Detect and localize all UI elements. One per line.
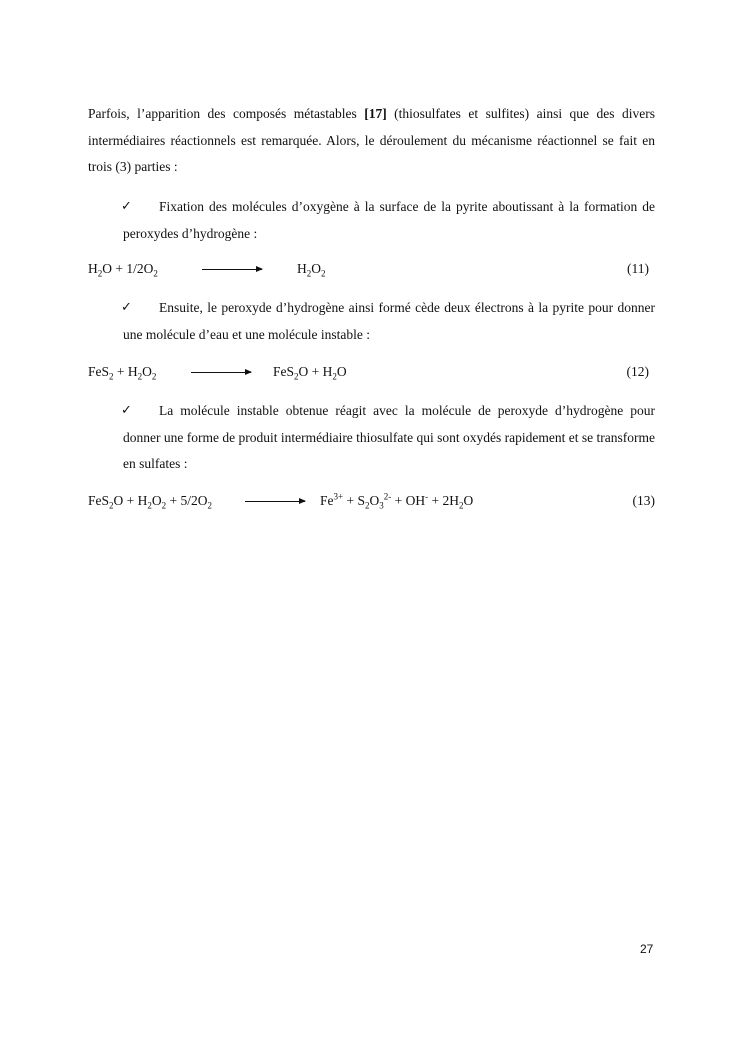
reaction-arrow-icon [202, 269, 262, 270]
citation-ref: [17] [364, 106, 387, 121]
bullet-item-3: ✓ La molécule instable obtenue réagit avec la molécule de peroxyde d’hydrogène pour donner une forme de produit intermédiaire thiosulfate qui sont oxydés rapidement et se transforme en sulfates : [123, 398, 655, 478]
check-icon: ✓ [121, 300, 132, 315]
reaction-arrow-icon [245, 501, 305, 502]
equation-reactants: $FeS_2O + H_2O_2 + 5/2O_2$ [88, 493, 213, 511]
bullet-item-2: ✓ Ensuite, le peroxyde d’hydrogène ainsi formé cède deux électrons à la pyrite pour donner une molécule d’eau et une molécule instable : [123, 295, 655, 348]
equation-products: $FeS_2O + H_2O$ [273, 364, 347, 382]
equation-13 [88, 491, 655, 511]
equation-number: (13) [632, 493, 655, 508]
equation-products: $Fe^{3+} + S_2O_3^{2-} + OH^- + 2H_2O$ [320, 491, 474, 511]
check-icon: ✓ [121, 403, 132, 418]
check-icon: ✓ [121, 199, 132, 214]
equation-12 [88, 362, 655, 382]
equation-products: $H_2O_2$ [297, 261, 326, 279]
intro-paragraph: Parfois, l’apparition des composés métastables [17] (thiosulfates et sulfites) ainsi que des divers intermédiaires réactionnels est remarquée. Alors, le déroulement du mécanisme réactionnel se fait en trois (3) parties : [88, 106, 655, 174]
equation-11 [88, 259, 655, 279]
equation-reactants: $H_2O + 1/2O_2$ [88, 261, 158, 279]
page-number: 27 [640, 942, 654, 956]
reaction-arrow-icon [191, 372, 251, 373]
equation-number: (12) [626, 364, 649, 379]
equation-reactants: $FeS_2 + H_2O_2$ [88, 364, 157, 382]
equation-number: (11) [627, 261, 649, 276]
bullet-item-1: ✓ Fixation des molécules d’oxygène à la surface de la pyrite aboutissant à la formation de peroxydes d’hydrogène : [123, 194, 655, 247]
